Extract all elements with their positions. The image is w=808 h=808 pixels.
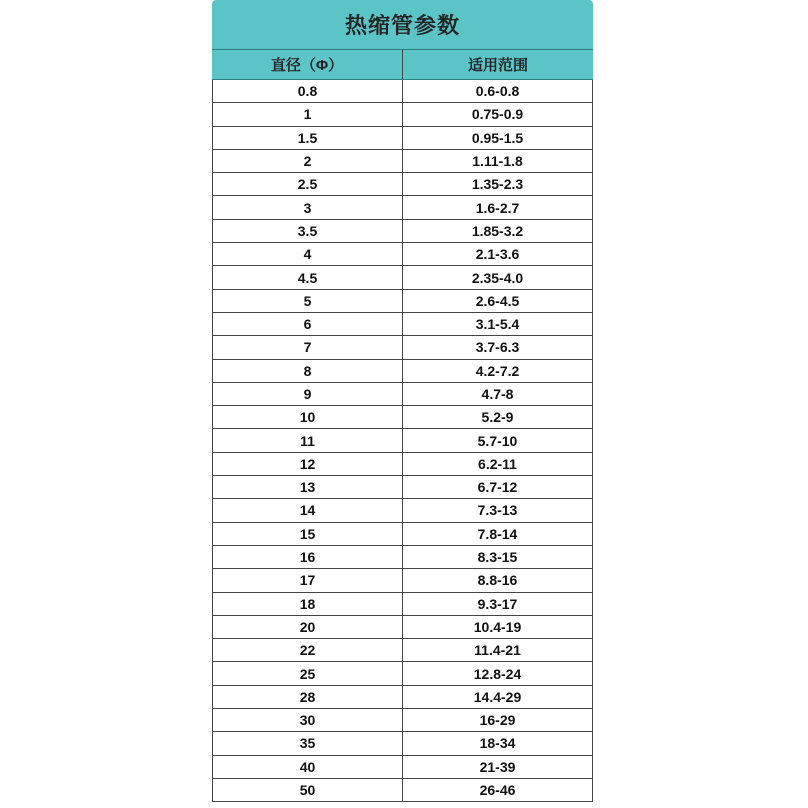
cell-diameter: 7 — [213, 336, 403, 358]
table-row — [213, 290, 592, 313]
table-row — [213, 383, 592, 406]
cell-range: 3.1-5.4 — [475, 316, 520, 333]
cell-diameter: 16 — [213, 546, 403, 568]
table-row — [213, 80, 592, 103]
table-row — [213, 220, 592, 243]
table-row — [213, 593, 592, 616]
spec-table — [212, 0, 593, 802]
table-row — [213, 150, 592, 173]
cell-range: 1.85-3.2 — [471, 222, 524, 239]
cell-diameter: 17 — [213, 569, 403, 591]
table-row — [213, 546, 592, 569]
table-row — [213, 662, 592, 685]
cell-range: 18-34 — [479, 735, 516, 752]
table-row — [213, 779, 592, 802]
cell-diameter: 28 — [213, 686, 403, 708]
table-row — [213, 360, 592, 383]
cell-diameter: 35 — [213, 732, 403, 754]
table-row — [213, 453, 592, 476]
cell-range: 6.7-12 — [477, 479, 518, 496]
header-range: 适用范围 — [467, 57, 528, 74]
cell-diameter: 2 — [213, 150, 403, 172]
cell-range: 1.35-2.3 — [471, 176, 524, 193]
cell-range: 5.2-9 — [481, 409, 514, 426]
cell-range: 4.2-7.2 — [475, 362, 520, 379]
table-row — [213, 127, 592, 150]
table-body — [212, 80, 593, 802]
table-row — [213, 103, 592, 126]
table-row — [213, 523, 592, 546]
cell-range: 7.3-13 — [477, 502, 518, 519]
table-row — [213, 476, 592, 499]
table-row — [213, 173, 592, 196]
table-row — [213, 196, 592, 219]
cell-range: 3.7-6.3 — [475, 339, 520, 356]
cell-range: 16-29 — [479, 712, 516, 729]
cell-range: 21-39 — [479, 758, 516, 775]
cell-diameter: 50 — [213, 779, 403, 801]
table-row — [213, 616, 592, 639]
cell-diameter: 4 — [213, 243, 403, 265]
table-row — [213, 266, 592, 289]
cell-range: 4.7-8 — [481, 386, 514, 402]
cell-range: 1.11-1.8 — [472, 153, 523, 170]
cell-range: 8.8-16 — [477, 572, 518, 589]
cell-range: 26-46 — [479, 782, 516, 799]
cell-diameter: 30 — [213, 709, 403, 731]
cell-range: 11.4-21 — [474, 642, 521, 659]
table-row — [213, 406, 592, 429]
cell-diameter: 20 — [213, 616, 403, 638]
cell-range: 14.4-29 — [473, 688, 522, 705]
table-row — [213, 243, 592, 266]
cell-diameter: 40 — [213, 756, 403, 778]
table-row — [213, 639, 592, 662]
cell-range: 8.3-15 — [477, 549, 518, 566]
cell-range: 5.7-10 — [477, 432, 518, 449]
table-row — [213, 569, 592, 592]
cell-diameter: 6 — [213, 313, 403, 335]
table-row — [213, 709, 592, 732]
cell-diameter: 14 — [213, 499, 403, 521]
cell-diameter: 0.8 — [213, 80, 403, 102]
cell-diameter: 3 — [213, 196, 403, 218]
cell-range: 6.2-11 — [478, 455, 517, 472]
cell-diameter: 10 — [213, 406, 403, 428]
cell-diameter: 1 — [213, 103, 403, 125]
table-row — [213, 686, 592, 709]
cell-range: 0.6-0.8 — [475, 83, 520, 100]
header-diameter: 直径（Φ） — [212, 50, 403, 79]
cell-range: 0.75-0.9 — [471, 106, 524, 123]
table-row — [213, 313, 592, 336]
table-title: 热缩管参数 — [212, 0, 593, 49]
cell-range: 7.8-14 — [477, 525, 518, 542]
cell-diameter: 12 — [213, 453, 403, 475]
cell-range: 10.4-19 — [473, 618, 522, 635]
cell-diameter: 1.5 — [213, 127, 403, 149]
cell-diameter: 18 — [213, 593, 403, 615]
cell-diameter: 13 — [213, 476, 403, 498]
cell-diameter: 25 — [213, 662, 403, 684]
cell-range: 2.6-4.5 — [475, 292, 520, 309]
cell-range: 0.95-1.5 — [471, 129, 524, 146]
cell-diameter: 8 — [213, 360, 403, 382]
cell-range: 2.35-4.0 — [471, 269, 524, 286]
table-row — [213, 429, 592, 452]
table-row — [213, 499, 592, 522]
cell-diameter: 2.5 — [213, 173, 403, 195]
cell-diameter: 11 — [213, 429, 403, 451]
cell-diameter: 5 — [213, 290, 403, 312]
cell-diameter: 15 — [213, 523, 403, 545]
cell-range: 12.8-24 — [473, 665, 522, 682]
cell-diameter: 3.5 — [213, 220, 403, 242]
table-row — [213, 336, 592, 359]
cell-range: 9.3-17 — [477, 595, 518, 612]
cell-range: 1.6-2.7 — [475, 199, 520, 216]
cell-range: 2.1-3.6 — [475, 246, 520, 263]
cell-diameter: 9 — [213, 383, 403, 405]
cell-diameter: 4.5 — [213, 266, 403, 288]
table-header-row — [212, 49, 593, 80]
cell-diameter: 22 — [213, 639, 403, 661]
table-row — [213, 756, 592, 779]
table-row — [213, 732, 592, 755]
